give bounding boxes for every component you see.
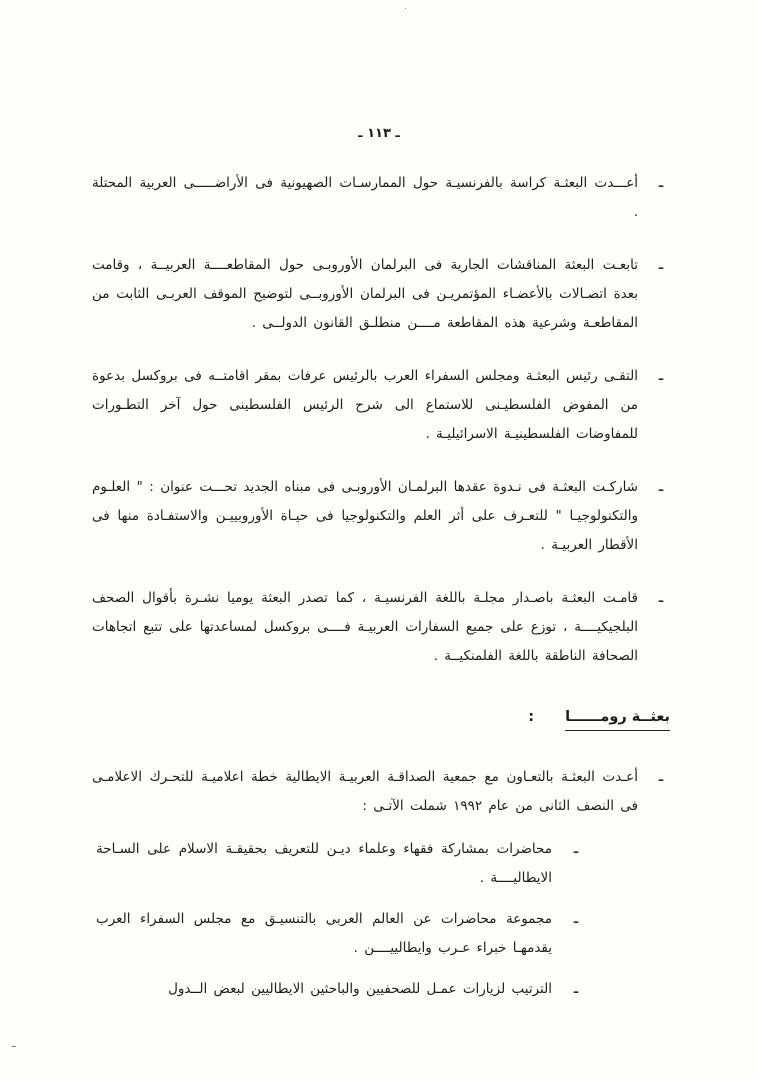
list-item (92, 169, 672, 227)
dash-marker: ـ (658, 480, 664, 495)
section-title: بعثــة رومــــــا (565, 709, 670, 731)
list-item (92, 473, 672, 560)
dash-marker: ـ (658, 369, 664, 384)
dash-marker: ـ (658, 770, 664, 785)
sub-item-list (92, 835, 586, 1004)
dash-marker: ـ (573, 982, 579, 997)
dash-marker: ـ (573, 912, 579, 927)
list-item (92, 584, 672, 671)
sub-list-item (92, 835, 586, 893)
list-item (92, 362, 672, 449)
page-number: ـ ١١٣ ـ (358, 126, 400, 141)
paragraph-text: محاضرات بمشاركة فقهاء وعلماء ديـن للتعريف بحقيقـة الاسلام على السـاحة الايطاليــــة . (96, 841, 552, 886)
paragraph-text: شاركـت البعثـة فى نـدوة عقدها البرلمـان الأوروبـى فى مبناه الجديد تحـــت عنوان : " العلـوم والتكنولوجيـا " للتعـرف على أثر العلم والتكنولوجيا فى حيـاة الأوروبييـن والاستفـادة منها فى الأقطار العربيـة . (92, 479, 638, 553)
list-item (92, 763, 672, 1016)
sub-list-item (92, 905, 586, 963)
dash-marker: ـ (658, 591, 664, 606)
dash-marker: ـ (573, 842, 579, 857)
paragraph-text: تابعـت البعثة المناقشات الجارية فى البرلمان الأوروبـى حول المقاطعــــة العربيــة ، وقامت بعدة اتصـالات بالأعضـاء المؤتمريـن فى البرلمان الأوروبــى لتوضيح الموقف العربـى الثابت من المقاطعـة وشرعية هذه المقاطعة مــــن منطلـق القانون الدولــى . (92, 257, 638, 331)
section-colon: : (528, 709, 535, 725)
scan-artifact-bottom: ـ (12, 1036, 16, 1050)
paragraph-text: الترتيب لزيارات عمـل للصحفيين والباحثين الايطاليين لبعض الــدول (168, 981, 552, 997)
paragraph-text: أعـــدت البعثـة كراسة بالفرنسيـة حول الممارسـات الصهيونية فى الأراضـــــى العربية المحتلة . (92, 175, 638, 220)
scan-artifact-top: · (404, 4, 408, 15)
paragraph-text: مجموعة محاضرات عن العالم العربى بالتنسيـق مع مجلس السفراء العرب يقدمهـا خبراء عـرب وايطالييــــن . (96, 911, 552, 956)
dash-marker: ـ (658, 176, 664, 191)
list-item (92, 251, 672, 338)
dash-marker: ـ (658, 258, 664, 273)
section-heading-rome (92, 709, 670, 731)
paragraph-text: التقـى رئيس البعثـة ومجلس السفراء العرب بالرئيس عرفات بمقر اقامتــه فى بروكسل بدعوة من المفوض الفلسطيـنى للاستماع الى شرح الرئيس الفلسطينى حول آخر التطـورات للمفاوضات الفلسطينيـة الاسرائيليـة . (92, 368, 638, 442)
page-content (92, 169, 672, 1016)
sub-list-item (92, 975, 586, 1004)
paragraph-text: أعـدت البعثـة بالتعـاون مع جمعية الصداقـة العربيـة الايطالية خطة اعلاميـة للتحـرك الاعلامـى فى النصف الثانى من عام ١٩٩٢ شملت الآتـى : (92, 769, 638, 814)
paragraph-text: قامـت البعثـة باصـدار مجلـة باللغة الفرنسيـة ، كما تصدر البعثة يوميا نشـرة بأقوال الصحف البلجيكيــــة ، توزع على جميع السفارات العربيـة فــــى بروكسل لمساعدتها على تتبع اتجاهات الصحافة الناطقة باللغة الفلمنكيــة . (92, 590, 638, 664)
